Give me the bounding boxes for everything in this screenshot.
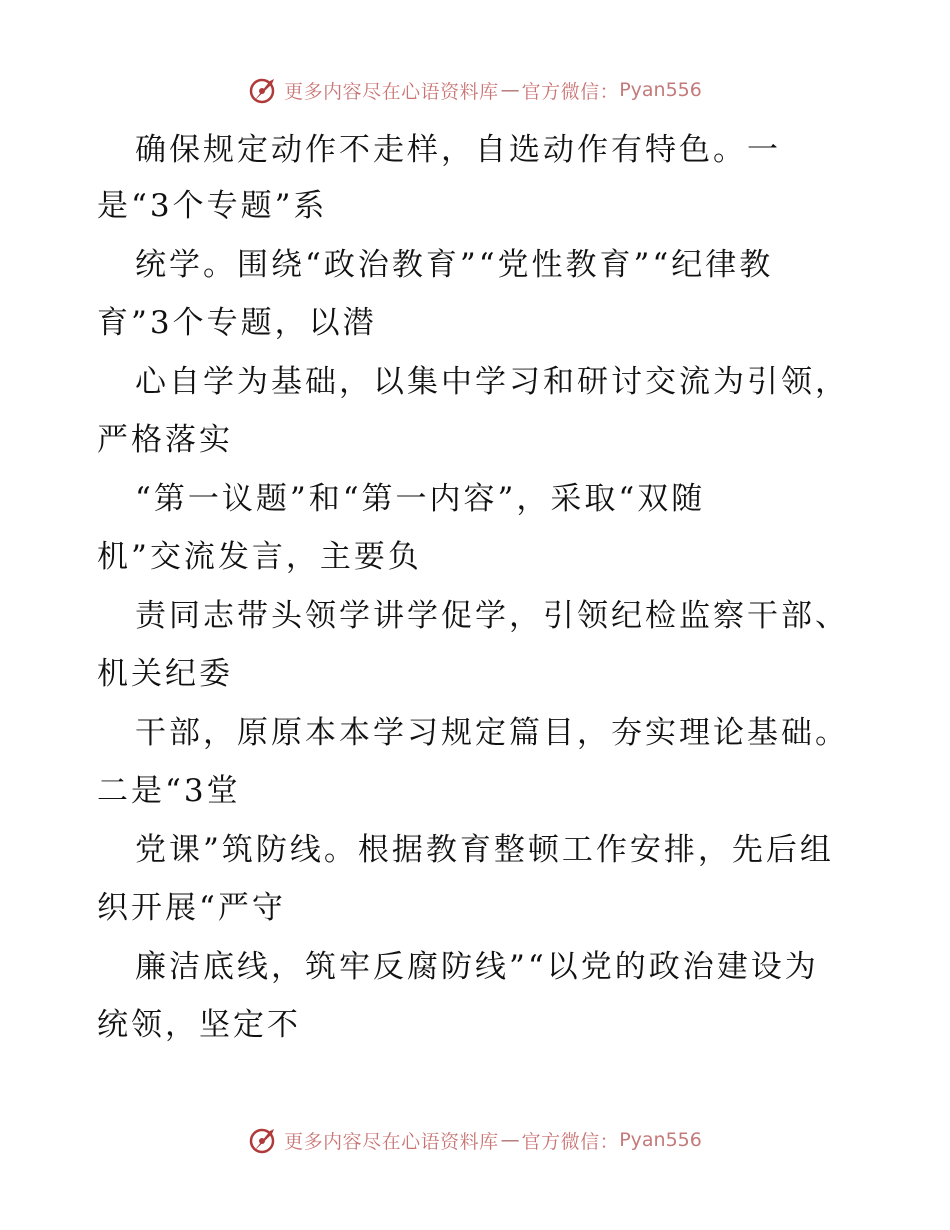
watermark-site-text: 更多内容尽在心语资料库 [284, 80, 499, 103]
text-line-3: 统学。围绕“政治教育”“党性教育”“纪律教 [135, 247, 774, 283]
text-line-11: 干部，原原本本学习规定篇目，夯实理论基础。 [135, 715, 849, 751]
watermark-wechat-handle: Pyan556 [619, 1129, 702, 1151]
text-line-10: 机关纪委 [97, 656, 233, 692]
text-line-14: 织开展“严守 [97, 890, 286, 926]
watermark-separator: — [500, 79, 520, 101]
watermark-wechat-label: 官方微信： [521, 1130, 620, 1153]
text-line-7: “第一议题”和“第一内容”，采取“双随 [135, 481, 706, 517]
text-line-5: 心自学为基础，以集中学习和研讨交流为引领， [135, 364, 849, 400]
quill-logo-icon [248, 1125, 278, 1155]
watermark-wechat-label: 官方微信： [521, 80, 620, 103]
header-watermark [0, 70, 950, 110]
watermark-wechat-handle: Pyan556 [619, 79, 702, 101]
text-line-8: 机”交流发言，主要负 [97, 539, 422, 575]
footer-watermark [0, 1120, 950, 1160]
text-line-4: 育”3个专题，以潜 [97, 305, 377, 341]
quill-logo-icon [248, 75, 278, 105]
text-line-2: 是“3个专题”系 [97, 188, 328, 224]
text-line-13: 党课”筑防线。根据教育整顿工作安排，先后组 [135, 832, 834, 868]
watermark-site-text: 更多内容尽在心语资料库 [284, 1130, 499, 1153]
text-line-1: 确保规定动作不走样，自选动作有特色。一 [135, 132, 781, 168]
text-line-6: 严格落实 [97, 422, 233, 458]
text-line-9: 责同志带头领学讲学促学，引领纪检监察干部、 [135, 598, 849, 634]
text-line-12: 二是“3堂 [97, 773, 241, 809]
text-line-16: 统领，坚定不 [97, 1007, 301, 1043]
text-line-15: 廉洁底线，筑牢反腐防线”“以党的政治建设为 [135, 949, 819, 985]
watermark-separator: — [500, 1129, 520, 1151]
